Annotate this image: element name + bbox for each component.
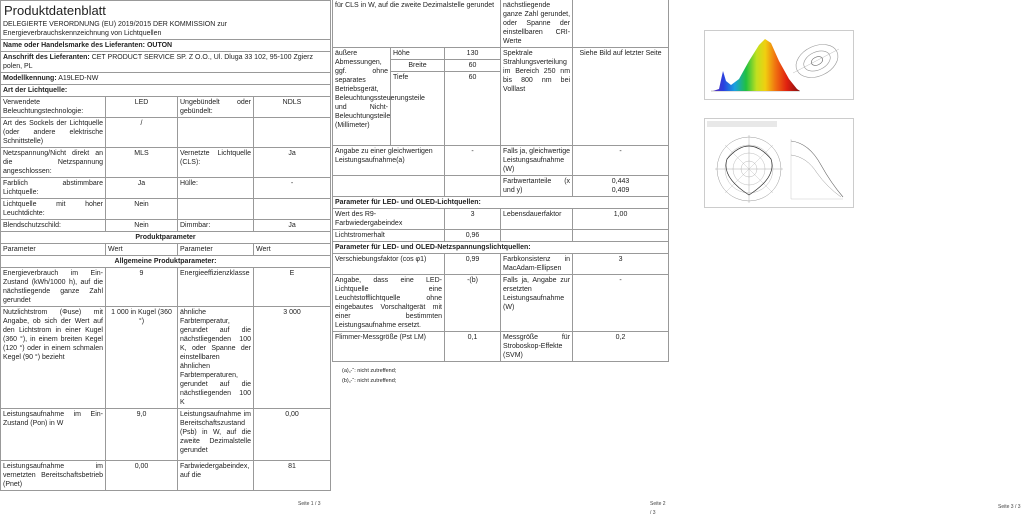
- table-row: Verschiebungsfaktor (cos φ1) 0,99 Farbkonsistenz in MacAdam-Ellipsen 3: [333, 254, 669, 275]
- datasheet-table-page2: [332, 0, 669, 362]
- polar-header-strip: [707, 121, 777, 127]
- table-row: Angabe, dass eine LED-Lichtquelle eine Leuchtstofflichtquelle ohne eingebautes Vorschaltgerät mit einer bestimmten Leistungsaufnahme ersetzt. -(b) Falls ja, Angabe zur ersetzten Leistungsaufnahme (W) -: [333, 275, 669, 332]
- general-params-header: Allgemeine Produktparameter:: [1, 256, 331, 268]
- table-row: Verwendete Beleuchtungstechnologie: LED Ungebündelt oder gebündelt: NDLS: [1, 97, 331, 118]
- polar-diagram: [715, 135, 783, 203]
- table-row: Farbwertanteile (x und y) 0,443 0,409: [333, 176, 669, 197]
- cone-diagram: [791, 139, 843, 199]
- model-row: [1, 73, 331, 85]
- table-row: [333, 48, 669, 60]
- table-row: Blendschutzschild: Nein Dimmbar: Ja: [1, 220, 331, 232]
- spectral-distribution-image: [704, 30, 854, 100]
- mains-params-header: Parameter für LED- und OLED-Netzspannungslichtquellen:: [333, 242, 669, 254]
- table-row: Lichtstromerhalt 0,96: [333, 230, 669, 242]
- table-row: Netzspannung/Nicht direkt an die Netzspannung angeschlossen: MLS Vernetzte Lichtquelle (CLS): Ja: [1, 148, 331, 178]
- chromaticity-diagram: [791, 38, 844, 84]
- spectral-label: Spektrale Strahlungsverteilung im Bereich 250 nm bis 800 nm bei Volllast: [501, 48, 573, 146]
- table-row: Leistungsaufnahme im Ein-Zustand (Pon) in W 9,0 Leistungsaufnahme im Bereitschaftszustand (Psb) in W, auf die zweite Dezimalstelle gerundet 0,00: [1, 409, 331, 461]
- col-header-param: Parameter: [1, 244, 106, 256]
- col-header-param: Parameter: [178, 244, 254, 256]
- light-type-rows: [1, 97, 331, 232]
- column-headers: [1, 244, 331, 256]
- general-param-rows: [1, 268, 331, 491]
- datasheet-table-page1: [0, 0, 331, 491]
- footnote-b: (b)„-“: nicht zutreffend;: [342, 378, 397, 384]
- table-row: Art des Sockels der Lichtquelle (oder andere elektrische Schnittstelle) /: [1, 118, 331, 148]
- page-number: Seite 2 / 3: [650, 501, 666, 516]
- page-title: Produktdatenblatt: [1, 1, 331, 20]
- dimensions-label: äußere Abmessungen, ggf. ohne separates Betriebsgerät, Beleuchtungssteuerungsteile und Nicht-Beleuchtungsteile (Millimeter): [333, 48, 391, 146]
- light-type-header: Art der Lichtquelle:: [1, 85, 331, 97]
- light-distribution-image: [704, 118, 854, 208]
- continued-text-right: nächstliegende ganze Zahl gerundet, oder Spanne der einstellbaren CRI-Werte: [501, 0, 573, 48]
- table-row: Lichtquelle mit hoher Leuchtdichte: Nein: [1, 199, 331, 220]
- page-number: Seite 3 / 3: [998, 504, 1021, 510]
- led-params-header: Parameter für LED- und OLED-Lichtquellen:: [333, 197, 669, 209]
- chromaticity-values: 0,443 0,409: [573, 176, 669, 197]
- table-row: Nutzlichtstrom (Φuse) mit Angabe, ob sich der Wert auf den Lichtstrom in einer Kugel (360 °), in einem breiten Kegel (120 °) oder in einem schmalen Kegel (90 °) bezieht 1 000 in Kugel (360 °) ähnliche Farbtemperatur, gerundet auf die nächstliegenden 100 K, oder Spanne der einstellbaren ähnlichen Farbtemperaturen, gerundet auf die nächstliegenden 100 K 3 000: [1, 307, 331, 409]
- col-header-value: Wert: [254, 244, 331, 256]
- table-row: [333, 0, 669, 48]
- page-3: [680, 0, 1024, 510]
- continued-text-left: für CLS in W, auf die zweite Dezimalstelle gerundet: [333, 0, 501, 48]
- dim-label-width: Breite: [391, 60, 445, 72]
- footnote-a: (a)„-“: nicht zutreffend;: [342, 368, 397, 374]
- regulation-text: DELEGIERTE VERORDNUNG (EU) 2019/2015 DER KOMMISSION zur Energieverbrauchskennzeichnung von Lichtquellen: [1, 19, 331, 40]
- product-params-header: Produktparameter: [1, 232, 331, 244]
- supplier-address-label: Anschrift des Lieferanten:: [3, 54, 90, 61]
- table-row: Farblich abstimmbare Lichtquelle: Ja Hülle: -: [1, 178, 331, 199]
- page-1: [0, 0, 330, 510]
- dim-value-height: 130: [445, 48, 501, 60]
- dim-label-height: Höhe: [391, 48, 445, 60]
- supplier-address: CET PRODUCT SERVICE SP. Z O.O., Ul. Dluga 33 102, 95-100 Zgierz polen, PL: [3, 54, 313, 70]
- page-number: Seite 1 / 3: [298, 501, 321, 507]
- table-row: Energieverbrauch im Ein-Zustand (kWh/1000 h), auf die nächstliegende ganze Zahl gerundet 9 Energieeffizienzklasse E: [1, 268, 331, 307]
- supplier-address-row: [1, 52, 331, 73]
- dim-value-depth: 60: [445, 72, 501, 146]
- spectrum-curve: [713, 39, 800, 91]
- table-row: Leistungsaufnahme im vernetzten Bereitschaftsbetrieb (Pnet) 0,00 Farbwiedergabeindex, auf die 81: [1, 461, 331, 491]
- page-2: [332, 0, 668, 516]
- model-id: A19LED-NW: [58, 75, 99, 82]
- dim-label-depth: Tiefe: [391, 72, 445, 146]
- table-row: Wert des R9-Farbwiedergabeindex 3 Lebensdauerfaktor 1,00: [333, 209, 669, 230]
- table-row: Flimmer-Messgröße (Pst LM) 0,1 Messgröße für Stroboskop-Effekte (SVM) 0,2: [333, 332, 669, 362]
- dim-value-width: 60: [445, 60, 501, 72]
- polar-graphic: [705, 119, 853, 207]
- model-label: Modellkennung:: [3, 75, 57, 82]
- col-header-value: Wert: [106, 244, 178, 256]
- spectral-value: Siehe Bild auf letzter Seite: [573, 48, 669, 146]
- supplier-name: Name oder Handelsmarke des Lieferanten: OUTON: [1, 40, 331, 52]
- spectrum-graphic: [705, 31, 853, 99]
- table-row: Angabe zu einer gleichwertigen Leistungsaufnahme(a) - Falls ja, gleichwertige Leistungsaufnahme (W) -: [333, 146, 669, 176]
